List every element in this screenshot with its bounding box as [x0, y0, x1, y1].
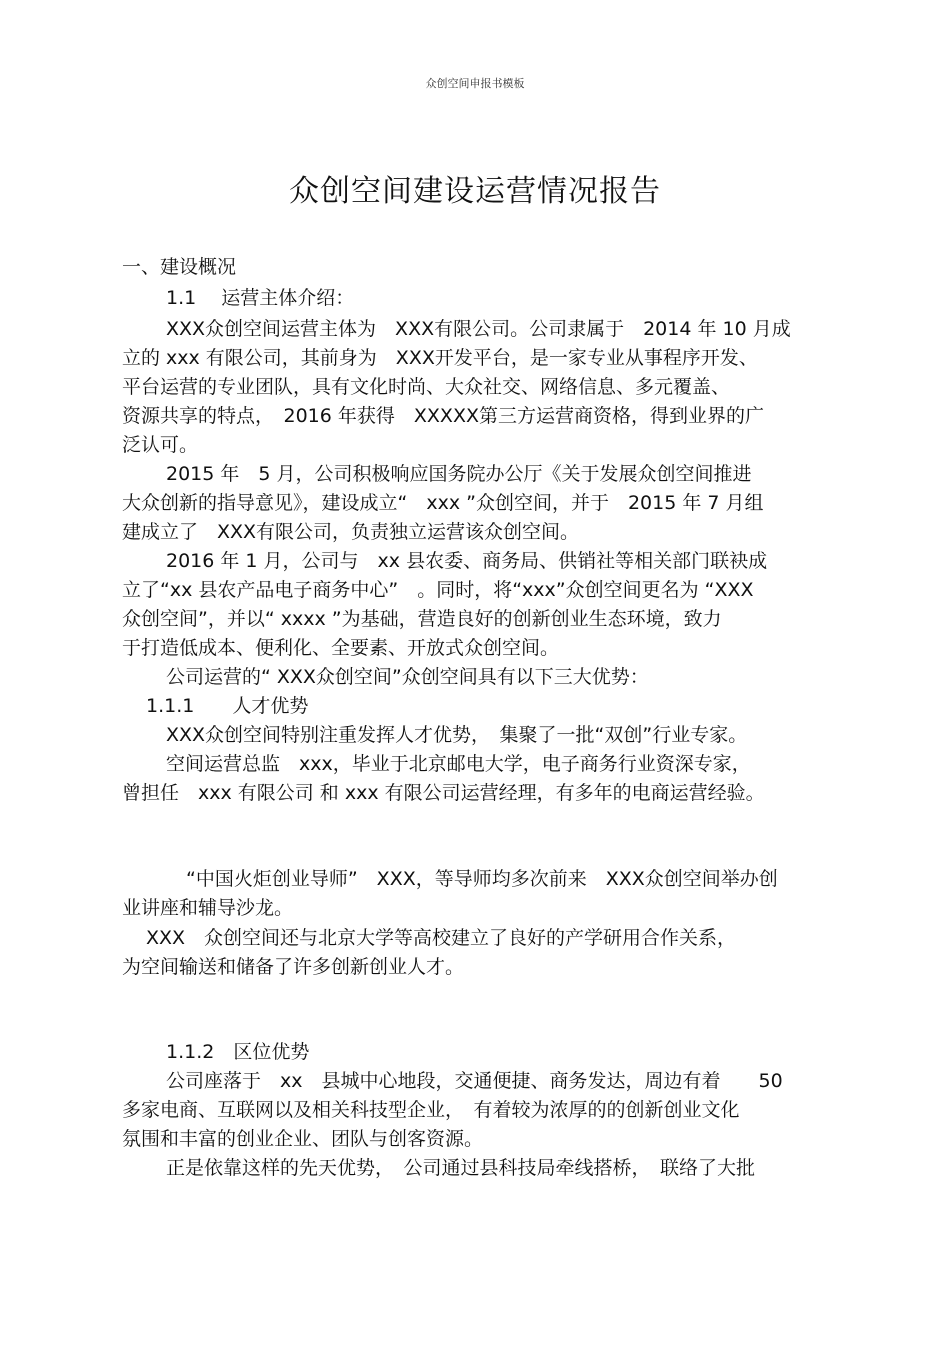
paragraph-line: 空间运营总监 xxx，毕业于北京邮电大学，电子商务行业资深专家，	[166, 753, 751, 775]
paragraph-line: 为空间输送和储备了许多创新创业人才。	[122, 956, 465, 978]
paragraph-line: 公司运营的“ XXX众创空间”众创空间具有以下三大优势：	[166, 666, 649, 688]
paragraph-line: 氛围和丰富的创业企业、团队与创客资源。	[122, 1128, 484, 1150]
paragraph-line: 正是依靠这样的先天优势， 公司通过县科技局牵线搭桥， 联络了大批	[166, 1157, 756, 1179]
subsection-heading: 1.1.2 区位优势	[166, 1041, 310, 1063]
paragraph-line: 平台运营的专业团队，具有文化时尚、大众社交、网络信息、多元覆盖、	[122, 376, 731, 398]
paragraph-line: 于打造低成本、便利化、全要素、开放式众创空间。	[122, 637, 560, 659]
paragraph-line: 立的 xxx 有限公司，其前身为 XXX开发平台，是一家专业从事程序开发、	[122, 347, 758, 369]
paragraph-line: 公司座落于 xx 县城中心地段，交通便捷、商务发达，周边有着 50	[166, 1070, 783, 1092]
paragraph-line: 2016 年 1 月，公司与 xx 县农委、商务局、供销社等相关部门联袂成	[166, 550, 768, 572]
paragraph-line: “中国火炬创业导师” XXX，等导师均多次前来 XXX众创空间举办创	[186, 868, 778, 890]
page-header: 众创空间申报书模板	[425, 77, 525, 90]
paragraph-line: 泛认可。	[122, 434, 199, 456]
paragraph-line: 大众创新的指导意见》，建设成立“ xxx ”众创空间，并于 2015 年 7 月组	[122, 492, 764, 514]
paragraph-line: 资源共享的特点， 2016 年获得 XXXXX第三方运营商资格，得到业界的广	[122, 405, 764, 427]
paragraph-line: XXX 众创空间还与北京大学等高校建立了良好的产学研用合作关系，	[146, 927, 737, 949]
document-title: 众创空间建设运营情况报告	[289, 174, 661, 209]
section-heading: 一、建设概况	[122, 256, 237, 278]
paragraph-line: XXX众创空间运营主体为 XXX有限公司。公司隶属于 2014 年 10 月成	[166, 318, 791, 340]
paragraph-line: 建成立了 XXX有限公司，负责独立运营该众创空间。	[122, 521, 580, 543]
paragraph-line: 曾担任 xxx 有限公司 和 xxx 有限公司运营经理，有多年的电商运营经验。	[122, 782, 765, 804]
paragraph-line: 2015 年 5 月，公司积极响应国务院办公厅《关于发展众创空间推进	[166, 463, 752, 485]
subsection-heading: 1.1 运营主体介绍：	[166, 287, 355, 309]
subsection-heading: 1.1.1 人才优势	[146, 695, 309, 717]
paragraph-line: 多家电商、互联网以及相关科技型企业， 有着较为浓厚的的创新创业文化	[122, 1099, 740, 1121]
paragraph-line: 众创空间”，并以“ xxxx ”为基础，营造良好的创新创业生态环境，致力	[122, 608, 722, 630]
paragraph-line: 业讲座和辅导沙龙。	[122, 897, 294, 919]
paragraph-line: XXX众创空间特别注重发挥人才优势， 集聚了一批“双创”行业专家。	[166, 724, 748, 746]
paragraph-line: 立了“xx 县农产品电子商务中心” 。同时，将“xxx”众创空间更名为 “XXX	[122, 579, 754, 601]
